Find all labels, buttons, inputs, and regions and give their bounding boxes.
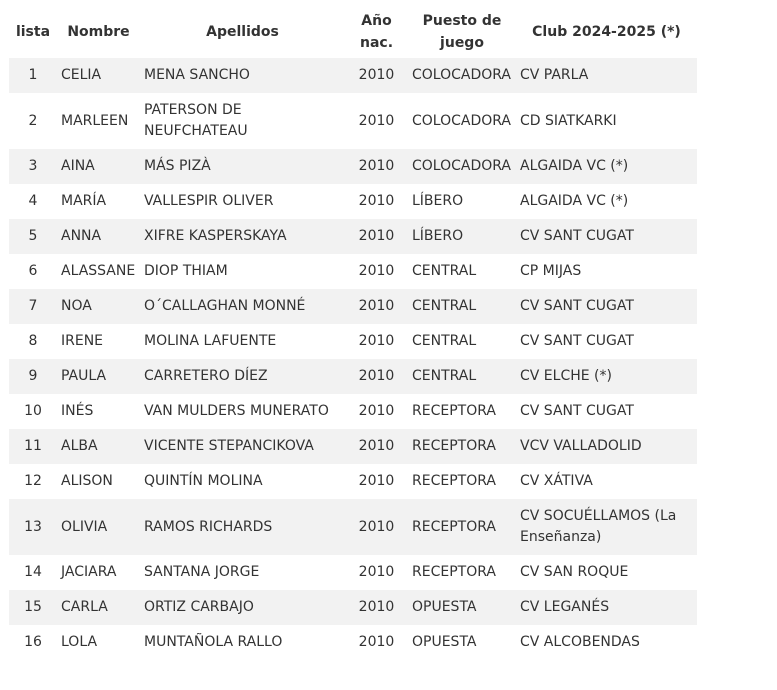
cell-lista: 6 bbox=[9, 254, 57, 289]
cell-lista: 15 bbox=[9, 590, 57, 625]
cell-ano: 2010 bbox=[345, 625, 408, 660]
cell-lista: 9 bbox=[9, 359, 57, 394]
cell-club: CP MIJAS bbox=[516, 254, 697, 289]
cell-ano: 2010 bbox=[345, 58, 408, 93]
cell-apellidos: MENA SANCHO bbox=[140, 58, 345, 93]
cell-apellidos: QUINTÍN MOLINA bbox=[140, 464, 345, 499]
cell-lista: 10 bbox=[9, 394, 57, 429]
table-row bbox=[9, 429, 697, 464]
cell-lista: 1 bbox=[9, 58, 57, 93]
cell-nombre: AINA bbox=[57, 149, 140, 184]
header-lista: lista bbox=[15, 24, 51, 40]
cell-apellidos: VAN MULDERS MUNERATO bbox=[140, 394, 345, 429]
cell-club: CV XÁTIVA bbox=[516, 464, 697, 499]
cell-apellidos: MÁS PIZÀ bbox=[140, 149, 345, 184]
cell-apellidos: DIOP THIAM bbox=[140, 254, 345, 289]
cell-club: ALGAIDA VC (*) bbox=[516, 184, 697, 219]
cell-apellidos: MUNTAÑOLA RALLO bbox=[140, 625, 345, 660]
cell-nombre: PAULA bbox=[57, 359, 140, 394]
header-club: Club 2024-2025 (*) bbox=[532, 24, 681, 40]
table-body bbox=[9, 58, 697, 660]
cell-puesto: CENTRAL bbox=[408, 359, 516, 394]
cell-nombre: LOLA bbox=[57, 625, 140, 660]
cell-club: CV ALCOBENDAS bbox=[516, 625, 697, 660]
cell-club: CV PARLA bbox=[516, 58, 697, 93]
header-row bbox=[9, 6, 697, 58]
cell-apellidos: CARRETERO DÍEZ bbox=[140, 359, 345, 394]
cell-ano: 2010 bbox=[345, 184, 408, 219]
cell-ano: 2010 bbox=[345, 429, 408, 464]
table-row bbox=[9, 93, 697, 149]
cell-nombre: MARÍA bbox=[57, 184, 140, 219]
cell-ano: 2010 bbox=[345, 289, 408, 324]
cell-nombre: ANNA bbox=[57, 219, 140, 254]
table-row bbox=[9, 464, 697, 499]
header-apellidos: Apellidos bbox=[206, 24, 279, 40]
cell-club: ALGAIDA VC (*) bbox=[516, 149, 697, 184]
cell-club: CV SANT CUGAT bbox=[516, 394, 697, 429]
cell-lista: 13 bbox=[9, 499, 57, 555]
cell-puesto: CENTRAL bbox=[408, 289, 516, 324]
cell-nombre: CARLA bbox=[57, 590, 140, 625]
table-row bbox=[9, 149, 697, 184]
table-row bbox=[9, 289, 697, 324]
cell-club: CD SIATKARKI bbox=[516, 93, 697, 149]
cell-club: CV ELCHE (*) bbox=[516, 359, 697, 394]
cell-club: CV SANT CUGAT bbox=[516, 324, 697, 359]
cell-club: CV SOCUÉLLAMOS (La Enseñanza) bbox=[516, 499, 697, 555]
table-row bbox=[9, 625, 697, 660]
cell-lista: 4 bbox=[9, 184, 57, 219]
cell-ano: 2010 bbox=[345, 464, 408, 499]
cell-puesto: COLOCADORA bbox=[408, 93, 516, 149]
cell-lista: 11 bbox=[9, 429, 57, 464]
header-ano-nac bbox=[345, 6, 408, 58]
cell-lista: 2 bbox=[9, 93, 57, 149]
cell-apellidos: MOLINA LAFUENTE bbox=[140, 324, 345, 359]
header-ano-line1: Año bbox=[361, 13, 392, 29]
cell-ano: 2010 bbox=[345, 555, 408, 590]
cell-nombre: ALASSANE bbox=[57, 254, 140, 289]
cell-nombre: MARLEEN bbox=[57, 93, 140, 149]
cell-puesto: CENTRAL bbox=[408, 324, 516, 359]
cell-nombre: IRENE bbox=[57, 324, 140, 359]
table-row bbox=[9, 499, 697, 555]
header-puesto bbox=[408, 6, 516, 58]
header-puesto-line2: juego bbox=[440, 35, 484, 51]
table-row bbox=[9, 394, 697, 429]
cell-club: VCV VALLADOLID bbox=[516, 429, 697, 464]
cell-ano: 2010 bbox=[345, 254, 408, 289]
cell-nombre: ALBA bbox=[57, 429, 140, 464]
header-nombre: Nombre bbox=[67, 24, 130, 40]
table-row bbox=[9, 254, 697, 289]
cell-club: CV SANT CUGAT bbox=[516, 219, 697, 254]
cell-puesto: RECEPTORA bbox=[408, 499, 516, 555]
cell-puesto: LÍBERO bbox=[408, 184, 516, 219]
table-row bbox=[9, 184, 697, 219]
cell-nombre: CELIA bbox=[57, 58, 140, 93]
cell-puesto: COLOCADORA bbox=[408, 58, 516, 93]
cell-apellidos: ORTIZ CARBAJO bbox=[140, 590, 345, 625]
cell-lista: 14 bbox=[9, 555, 57, 590]
cell-apellidos: XIFRE KASPERSKAYA bbox=[140, 219, 345, 254]
cell-lista: 3 bbox=[9, 149, 57, 184]
table-header bbox=[9, 6, 697, 58]
cell-ano: 2010 bbox=[345, 590, 408, 625]
cell-ano: 2010 bbox=[345, 359, 408, 394]
cell-nombre: ALISON bbox=[57, 464, 140, 499]
cell-club: CV SAN ROQUE bbox=[516, 555, 697, 590]
cell-club: CV SANT CUGAT bbox=[516, 289, 697, 324]
cell-apellidos: SANTANA JORGE bbox=[140, 555, 345, 590]
cell-lista: 12 bbox=[9, 464, 57, 499]
cell-ano: 2010 bbox=[345, 324, 408, 359]
cell-apellidos: VICENTE STEPANCIKOVA bbox=[140, 429, 345, 464]
table-row bbox=[9, 555, 697, 590]
table-row bbox=[9, 324, 697, 359]
table-row bbox=[9, 359, 697, 394]
cell-nombre: NOA bbox=[57, 289, 140, 324]
cell-puesto: RECEPTORA bbox=[408, 429, 516, 464]
cell-apellidos: PATERSON DE NEUFCHATEAU bbox=[140, 93, 345, 149]
cell-puesto: OPUESTA bbox=[408, 625, 516, 660]
table-row bbox=[9, 590, 697, 625]
cell-ano: 2010 bbox=[345, 219, 408, 254]
cell-lista: 5 bbox=[9, 219, 57, 254]
cell-puesto: COLOCADORA bbox=[408, 149, 516, 184]
cell-puesto: LÍBERO bbox=[408, 219, 516, 254]
header-ano-line2: nac. bbox=[359, 35, 394, 51]
cell-ano: 2010 bbox=[345, 394, 408, 429]
cell-lista: 8 bbox=[9, 324, 57, 359]
cell-lista: 7 bbox=[9, 289, 57, 324]
table-row bbox=[9, 219, 697, 254]
cell-ano: 2010 bbox=[345, 93, 408, 149]
cell-puesto: RECEPTORA bbox=[408, 394, 516, 429]
cell-ano: 2010 bbox=[345, 149, 408, 184]
cell-apellidos: VALLESPIR OLIVER bbox=[140, 184, 345, 219]
cell-nombre: OLIVIA bbox=[57, 499, 140, 555]
header-puesto-line1: Puesto de bbox=[422, 13, 502, 29]
cell-apellidos: RAMOS RICHARDS bbox=[140, 499, 345, 555]
cell-lista: 16 bbox=[9, 625, 57, 660]
roster-table bbox=[9, 6, 697, 660]
cell-nombre: INÉS bbox=[57, 394, 140, 429]
cell-apellidos: O´CALLAGHAN MONNÉ bbox=[140, 289, 345, 324]
cell-puesto: OPUESTA bbox=[408, 590, 516, 625]
table-row bbox=[9, 58, 697, 93]
cell-nombre: JACIARA bbox=[57, 555, 140, 590]
cell-puesto: CENTRAL bbox=[408, 254, 516, 289]
cell-ano: 2010 bbox=[345, 499, 408, 555]
cell-puesto: RECEPTORA bbox=[408, 555, 516, 590]
cell-club: CV LEGANÉS bbox=[516, 590, 697, 625]
cell-puesto: RECEPTORA bbox=[408, 464, 516, 499]
